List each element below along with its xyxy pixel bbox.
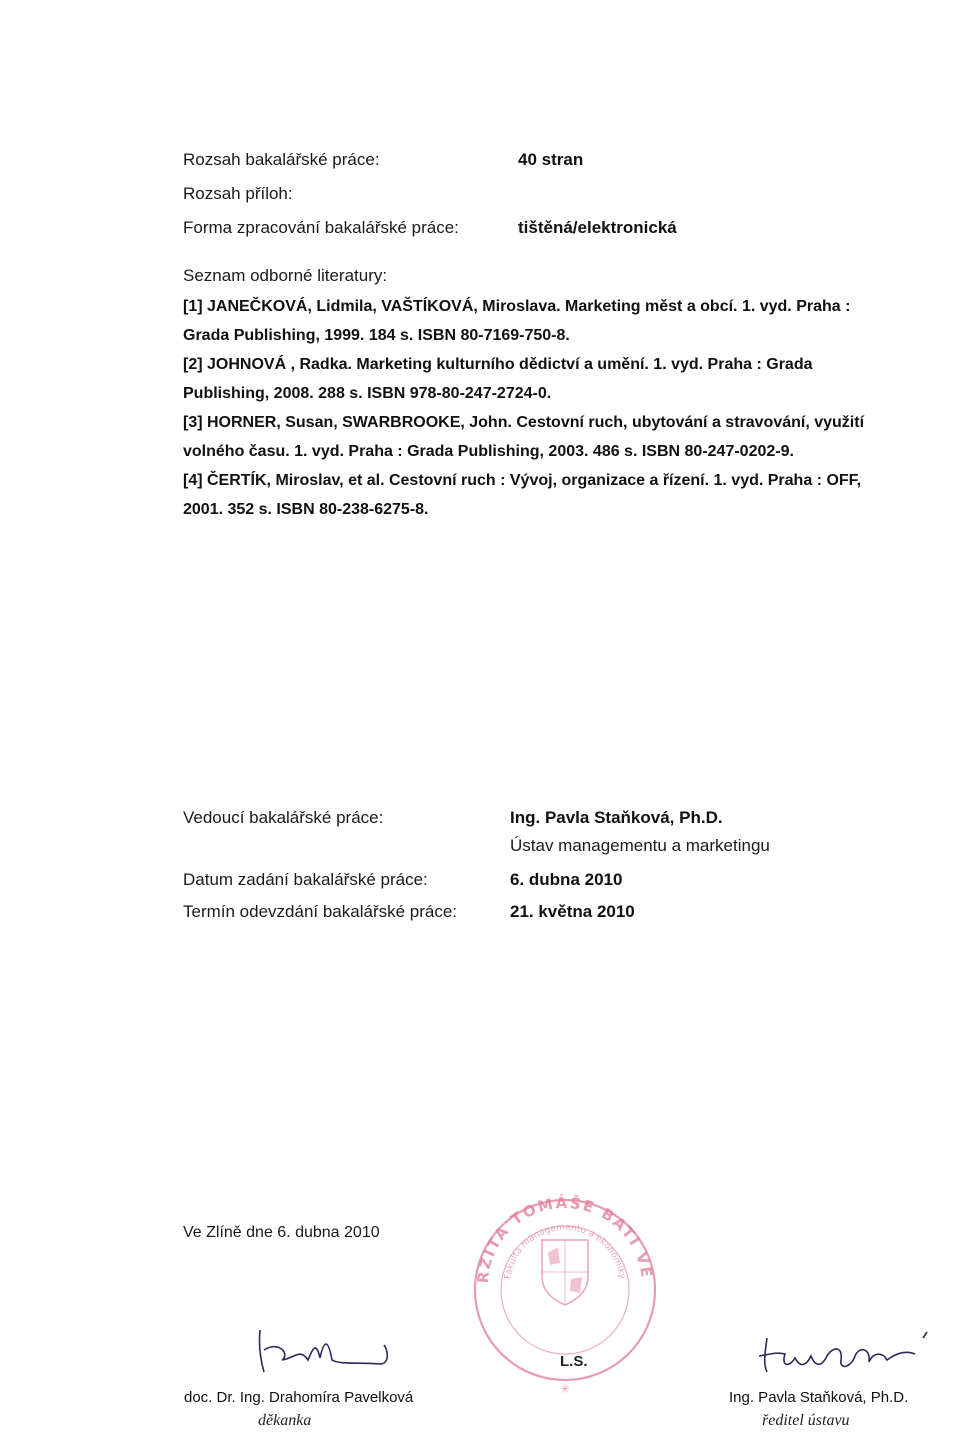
director-role: ředitel ústavu [762, 1412, 850, 1429]
literature-line: [3] HORNER, Susan, SWARBROOKE, John. Cestovní ruch, ubytování a stravování, využití [183, 414, 865, 431]
value-forma: tištěná/elektronická [518, 218, 677, 237]
literature-line: Publishing, 2008. 288 s. ISBN 978-80-247-2724-0. [183, 385, 552, 402]
stamp-ls: L.S. [560, 1353, 588, 1370]
value-rozsah-prace: 40 stran [518, 150, 584, 169]
label-vedouci: Vedoucí bakalářské práce: [183, 808, 384, 827]
svg-text:Fakulta managementu a ekonomik: Fakulta managementu a ekonomiky [503, 1222, 627, 1280]
literature-line: volného času. 1. vyd. Praha : Grada Publishing, 2003. 486 s. ISBN 80-247-0202-9. [183, 443, 794, 460]
label-termin-odevzdani: Termín odevzdání bakalářské práce: [183, 902, 458, 921]
director-signature [755, 1332, 935, 1382]
literature-line: [4] ČERTÍK, Miroslav, et al. Cestovní ruch : Vývoj, organizace a řízení. 1. vyd. Praha : OFF, [183, 472, 862, 489]
value-ustav: Ústav managementu a marketingu [510, 836, 770, 855]
svg-text:UNIVERZITA TOMÁŠE BATI VE ZLÍN: UNIVERZITA TOMÁŠE BATI VE ZLÍNĚ [462, 1151, 657, 1287]
svg-text:✳: ✳ [559, 1382, 571, 1396]
director-name: Ing. Pavla Staňková, Ph.D. [729, 1389, 909, 1406]
dean-role: děkanka [258, 1412, 312, 1429]
university-stamp [462, 1151, 660, 1415]
literature-line: [1] JANEČKOVÁ, Lidmila, VAŠTÍKOVÁ, Miroslava. Marketing měst a obcí. 1. vyd. Praha : [183, 298, 851, 315]
literature-line: Grada Publishing, 1999. 184 s. ISBN 80-7169-750-8. [183, 327, 570, 344]
label-forma: Forma zpracování bakalářské práce: [183, 218, 459, 237]
literature-list [183, 292, 864, 524]
label-rozsah-prace: Rozsah bakalářské práce: [183, 150, 380, 169]
literature-line: 2001. 352 s. ISBN 80-238-6275-8. [183, 501, 429, 518]
place-date: Ve Zlíně dne 6. dubna 2010 [183, 1224, 380, 1241]
value-vedouci: Ing. Pavla Staňková, Ph.D. [510, 808, 723, 827]
dean-signature [250, 1320, 400, 1380]
literature-heading: Seznam odborné literatury: [183, 266, 388, 285]
label-datum-zadani: Datum zadání bakalářské práce: [183, 870, 428, 889]
dean-name: doc. Dr. Ing. Drahomíra Pavelková [184, 1389, 414, 1406]
literature-line: [2] JOHNOVÁ , Radka. Marketing kulturního dědictví a umění. 1. vyd. Praha : Grada [183, 356, 813, 373]
value-datum-zadani: 6. dubna 2010 [510, 870, 623, 889]
label-rozsah-priloh: Rozsah příloh: [183, 184, 293, 203]
value-termin-odevzdani: 21. května 2010 [510, 902, 635, 921]
